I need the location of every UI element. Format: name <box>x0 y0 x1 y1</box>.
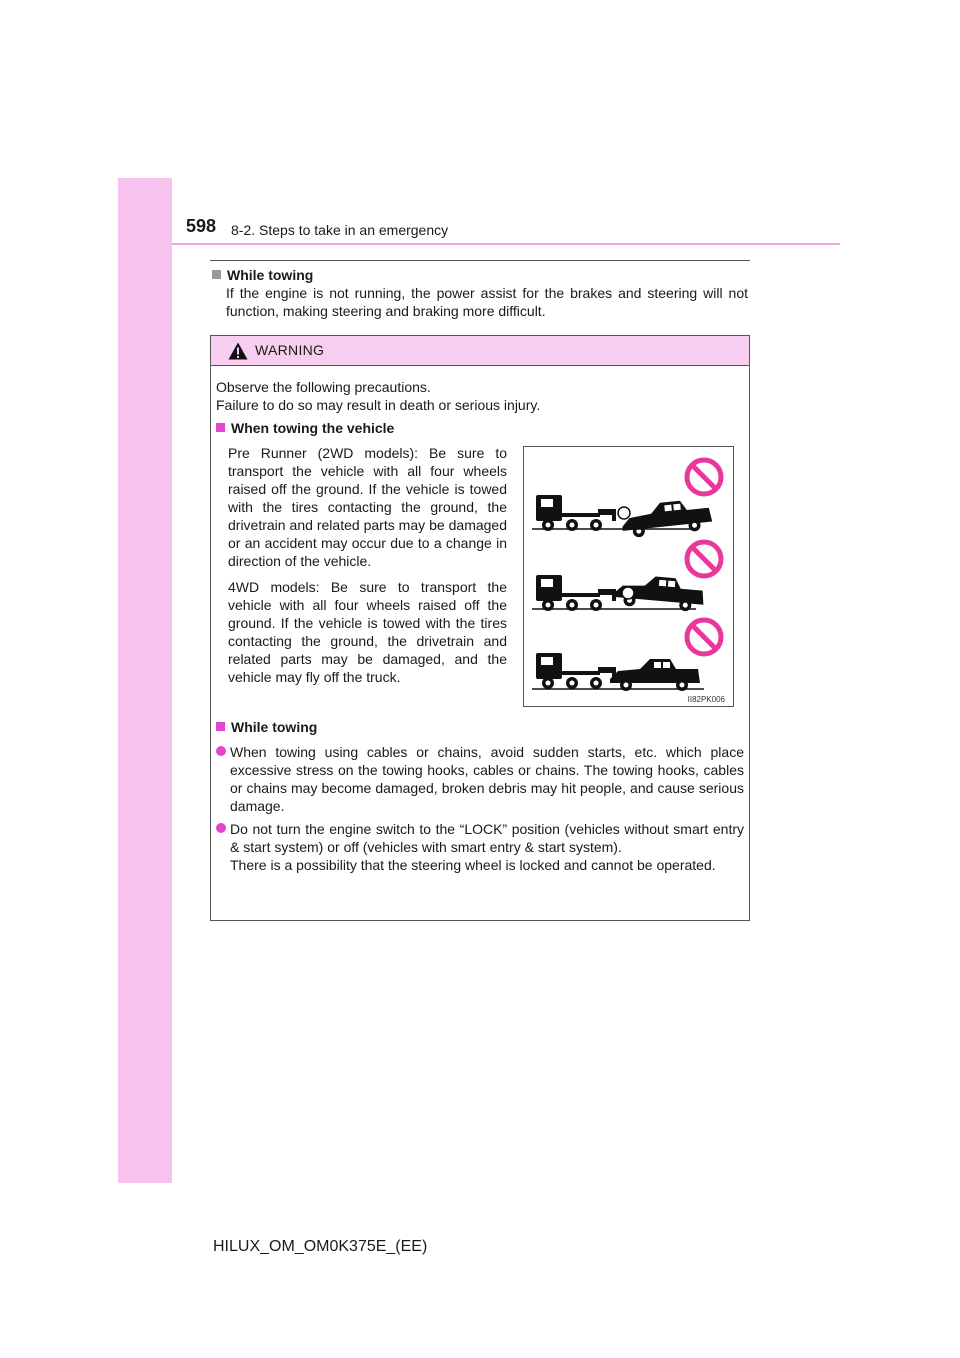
warning-intro <box>216 378 540 414</box>
section-title: 8-2. Steps to take in an emergency <box>231 222 449 238</box>
bullet-item: Do not turn the engine switch to the “LOCK” position (vehicles without smart entry & start system) or off (vehicles with smart entry & start system). There is a possibility that the steering wheel is locked and cannot be operated. <box>216 820 744 874</box>
section2-heading: While towing <box>216 718 317 736</box>
scenario-3-all-wheels-down <box>532 620 721 691</box>
warning-triangle-icon <box>228 342 248 360</box>
intro-line-2: Failure to do so may result in death or serious injury. <box>216 397 541 413</box>
section2-bullets <box>216 743 744 879</box>
warning-header <box>211 336 749 366</box>
square-bullet-icon <box>212 270 221 279</box>
page-number: 598 <box>186 216 217 236</box>
document-code: HILUX_OM_OM0K375E_(EE) <box>213 1238 428 1255</box>
towing-text: If the engine is not running, the power assist for the brakes and steering will not function, making steering and braking more difficult. <box>226 285 748 319</box>
towing-heading: While towing <box>212 266 748 284</box>
scenario-2-rear-wheels-up <box>532 542 721 613</box>
towing-block <box>212 266 748 320</box>
section1-heading: When towing the vehicle <box>216 419 394 437</box>
square-bullet-icon <box>216 722 225 731</box>
content-rule <box>210 260 750 261</box>
section1-text <box>228 444 507 694</box>
circle-bullet-icon <box>216 746 226 756</box>
header-rule <box>172 243 840 245</box>
warning-box <box>210 335 750 921</box>
towing-illustration <box>524 447 733 706</box>
square-bullet-icon <box>216 423 225 432</box>
bullet-item: When towing using cables or chains, avoid sudden starts, etc. which place excessive stress on the towing hooks, cables or chains. The towing hooks, cables or chains may become damaged, broken debris may hit people, and cause serious damage. <box>216 743 744 815</box>
towing-figure <box>523 446 734 707</box>
section1-para-2wd: Pre Runner (2WD models): Be sure to transport the vehicle with all four wheels raised off the ground. If the vehicle is towed with the tires contacting the ground, the drivetrain and related parts may be damaged or an accident may occur due to a change in direction of the vehicle. <box>228 445 507 569</box>
intro-line-1: Observe the following precautions. <box>216 379 431 395</box>
warning-label: WARNING <box>255 342 325 358</box>
side-band <box>118 178 172 1183</box>
section1-para-4wd: 4WD models: Be sure to transport the vehicle with all four wheels raised off the ground. If the vehicle is towed with the tires contacting the ground, the drivetrain and related parts may be damaged, and the vehicle may fly off the truck. <box>228 579 507 685</box>
figure-code: II82PK006 <box>687 695 725 704</box>
scenario-1-front-wheels-up <box>532 460 721 539</box>
circle-bullet-icon <box>216 823 226 833</box>
